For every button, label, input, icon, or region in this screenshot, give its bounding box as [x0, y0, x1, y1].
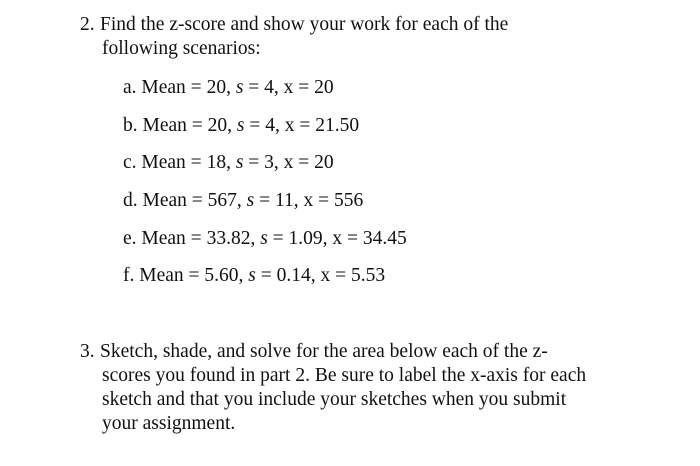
question-3-text-3: sketch and that you include your sketches when you submit	[102, 389, 567, 410]
question-2-line-1	[80, 13, 508, 37]
s-symbol: s	[248, 265, 256, 286]
question-3-text-2: scores you found in part 2. Be sure to label the x-axis for each	[102, 365, 587, 386]
s-symbol: s	[235, 77, 244, 98]
scenario-letter: d.	[123, 190, 138, 211]
x-value: 20	[314, 152, 334, 173]
x-value: 556	[334, 190, 364, 211]
scenario-c: c. Mean = 18, s = 3, x = 20	[123, 152, 334, 173]
scenario-a: a. Mean = 20, s = 4, x = 20	[123, 77, 334, 98]
s-value: 4	[265, 115, 275, 136]
x-value: 34.45	[362, 228, 407, 249]
mean-label: Mean =	[141, 77, 207, 98]
question-2-text-2: following scenarios:	[102, 38, 261, 59]
scenario-letter: a.	[123, 77, 137, 98]
s-symbol: s	[235, 152, 244, 173]
question-3-text-1: Sketch, shade, and solve for the area below each of the z-	[100, 341, 548, 362]
scenario-f: f. Mean = 5.60, s = 0.14, x = 5.53	[123, 265, 386, 286]
s-value: 0.14	[276, 265, 311, 286]
scenario-letter: e.	[123, 228, 137, 249]
mean-value: 567	[207, 190, 237, 211]
question-2-line-2	[102, 37, 261, 61]
s-value: 1.09	[288, 228, 323, 249]
mean-label: Mean =	[141, 152, 207, 173]
s-value: 3	[264, 152, 274, 173]
question-3-text-4: your assignment.	[102, 413, 236, 434]
scenario-d: d. Mean = 567, s = 11, x = 556	[123, 190, 364, 211]
mean-value: 20	[207, 115, 228, 136]
mean-value: 18	[206, 152, 227, 173]
mean-value: 33.82	[206, 228, 251, 249]
question-2-text-1: Find the z-score and show your work for each of the	[100, 14, 509, 35]
mean-label: Mean =	[141, 228, 207, 249]
question-3-number: 3.	[80, 341, 95, 362]
mean-value: 20	[206, 77, 227, 98]
mean-label: Mean =	[142, 190, 208, 211]
s-symbol: s	[246, 190, 255, 211]
scenario-letter: f.	[123, 265, 135, 286]
x-value: 21.50	[315, 115, 360, 136]
x-value: 20	[314, 77, 334, 98]
mean-label: Mean =	[142, 115, 208, 136]
question-2-number: 2.	[80, 14, 95, 35]
question-3-line-4	[102, 412, 235, 436]
scenario-e: e. Mean = 33.82, s = 1.09, x = 34.45	[123, 228, 407, 249]
s-symbol: s	[260, 228, 268, 249]
scenario-b: b. Mean = 20, s = 4, x = 21.50	[123, 115, 360, 136]
scenario-letter: b.	[123, 115, 138, 136]
s-value: 11	[275, 190, 294, 211]
scenario-letter: c.	[123, 152, 137, 173]
s-symbol: s	[236, 115, 245, 136]
x-value: 5.53	[351, 265, 386, 286]
question-3-line-1	[80, 340, 548, 364]
question-3-line-2	[102, 364, 586, 388]
mean-value: 5.60	[204, 265, 239, 286]
mean-label: Mean =	[139, 265, 205, 286]
s-value: 4	[264, 77, 274, 98]
question-3-line-3	[102, 388, 566, 412]
